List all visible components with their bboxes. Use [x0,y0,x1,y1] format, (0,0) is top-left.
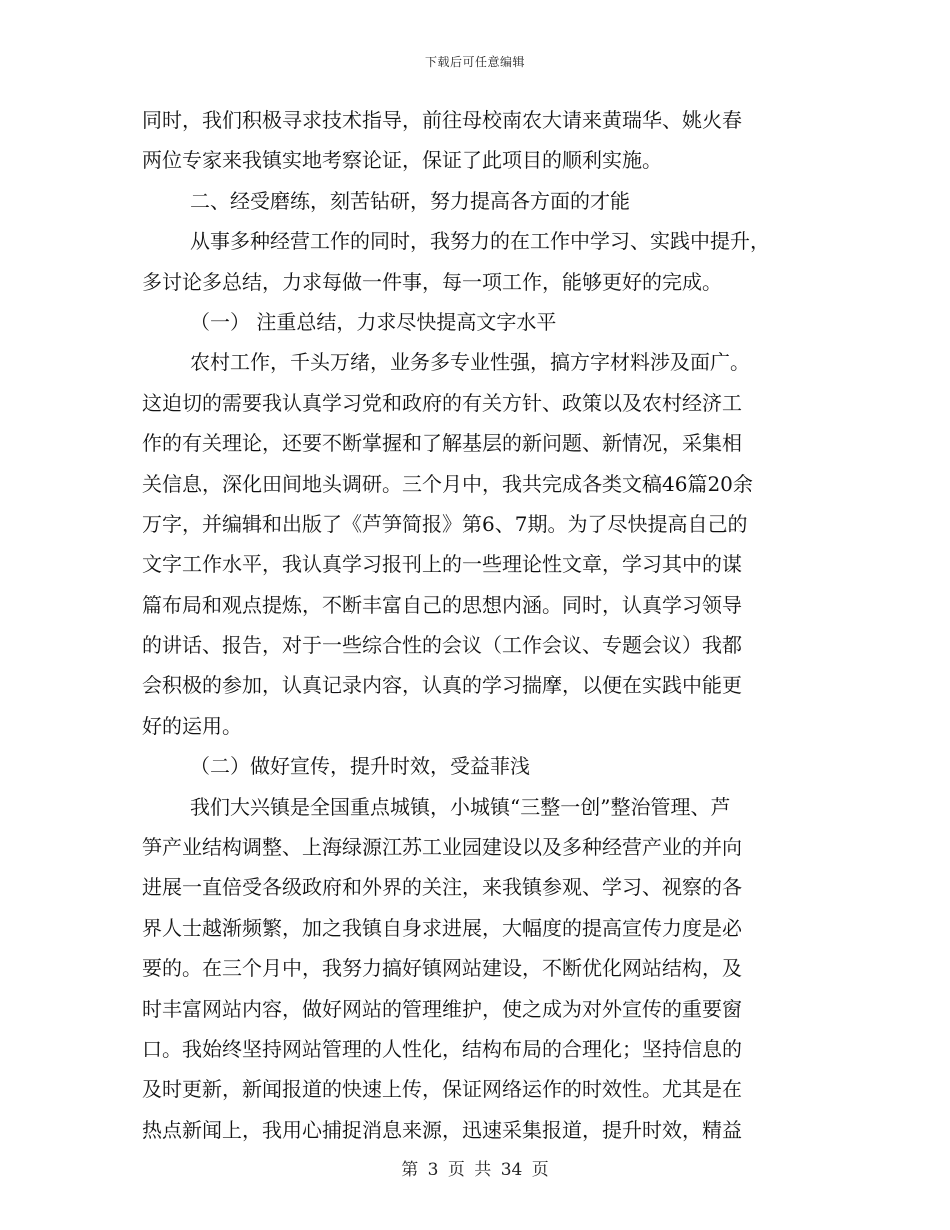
text-line: 热点新闻上，我用心捕捉消息来源，迅速采集报道，提升时效，精益 [142,1117,742,1142]
text-line: 多讨论多总结，力求每做一件事，每一项工作，能够更好的完成。 [142,269,722,294]
text-line: 进展一直倍受各级政府和外界的关注，来我镇参观、学习、视察的各 [142,875,742,900]
text-line: 时丰富网站内容，做好网站的管理维护，使之成为对外宣传的重要窗 [142,996,742,1021]
document-body [142,100,802,1150]
text-line: 万字，并编辑和出版了《芦笋简报》第6、7期。为了尽快提高自己的 [142,511,748,536]
text-line: 笋产业结构调整、上海绿源江苏工业园建设以及多种经营产业的并向 [142,835,742,860]
text-line: 作的有关理论，还要不断掌握和了解基层的新问题、新情况，采集相 [142,431,742,456]
text-line: 的讲话、报告，对于一些综合性的会议（工作会议、专题会议）我都 [142,633,742,658]
text-line: 农村工作，千头万绪，业务多专业性强，搞方字材料涉及面广。 [190,350,750,375]
text-line: 关信息，深化田间地头调研。三个月中，我共完成各类文稿46篇20余 [142,471,753,496]
text-line: 口。我始终坚持网站管理的人性化，结构布局的合理化；坚持信息的 [142,1036,742,1061]
text-line: 从事多种经营工作的同时，我努力的在工作中学习、实践中提升， [190,229,770,254]
page-header: 下载后可任意编辑 [424,55,525,69]
text-line: 篇布局和观点提炼，不断丰富自己的思想内涵。同时，认真学习领导 [142,592,742,617]
text-line: 要的。在三个月中，我努力搞好镇网站建设，不断优化网站结构，及 [142,956,742,981]
text-line: 文字工作水平，我认真学习报刊上的一些理论性文章，学习其中的谋 [142,552,742,577]
text-line: 我们大兴镇是全国重点城镇，小城镇“三整一创”整治管理、芦 [190,794,731,819]
subsection-heading: （二）做好宣传，提升时效，受益菲浅 [190,754,530,779]
text-line: 这迫切的需要我认真学习党和政府的有关方针、政策以及农村经济工 [142,390,742,415]
subsection-heading: （一） 注重总结，力求尽快提高文字水平 [190,309,557,334]
text-line: 会积极的参加，认真记录内容，认真的学习揣摩，以便在实践中能更 [142,673,742,698]
page-footer: 第 3 页 共 34 页 [401,1160,549,1180]
text-line: 同时，我们积极寻求技术指导，前往母校南农大请来黄瑞华、姚火春 [142,108,742,132]
text-line: 两位专家来我镇实地考察论证，保证了此项目的顺利实施。 [142,148,662,173]
section-heading: 二、经受磨练，刻苦钻研，努力提高各方面的才能 [190,188,630,213]
text-line: 及时更新，新闻报道的快速上传，保证网络运作的时效性。尤其是在 [142,1077,742,1102]
text-line: 好的运用。 [142,713,242,738]
text-line: 界人士越渐频繁，加之我镇自身求进展，大幅度的提高宣传力度是必 [142,915,742,940]
